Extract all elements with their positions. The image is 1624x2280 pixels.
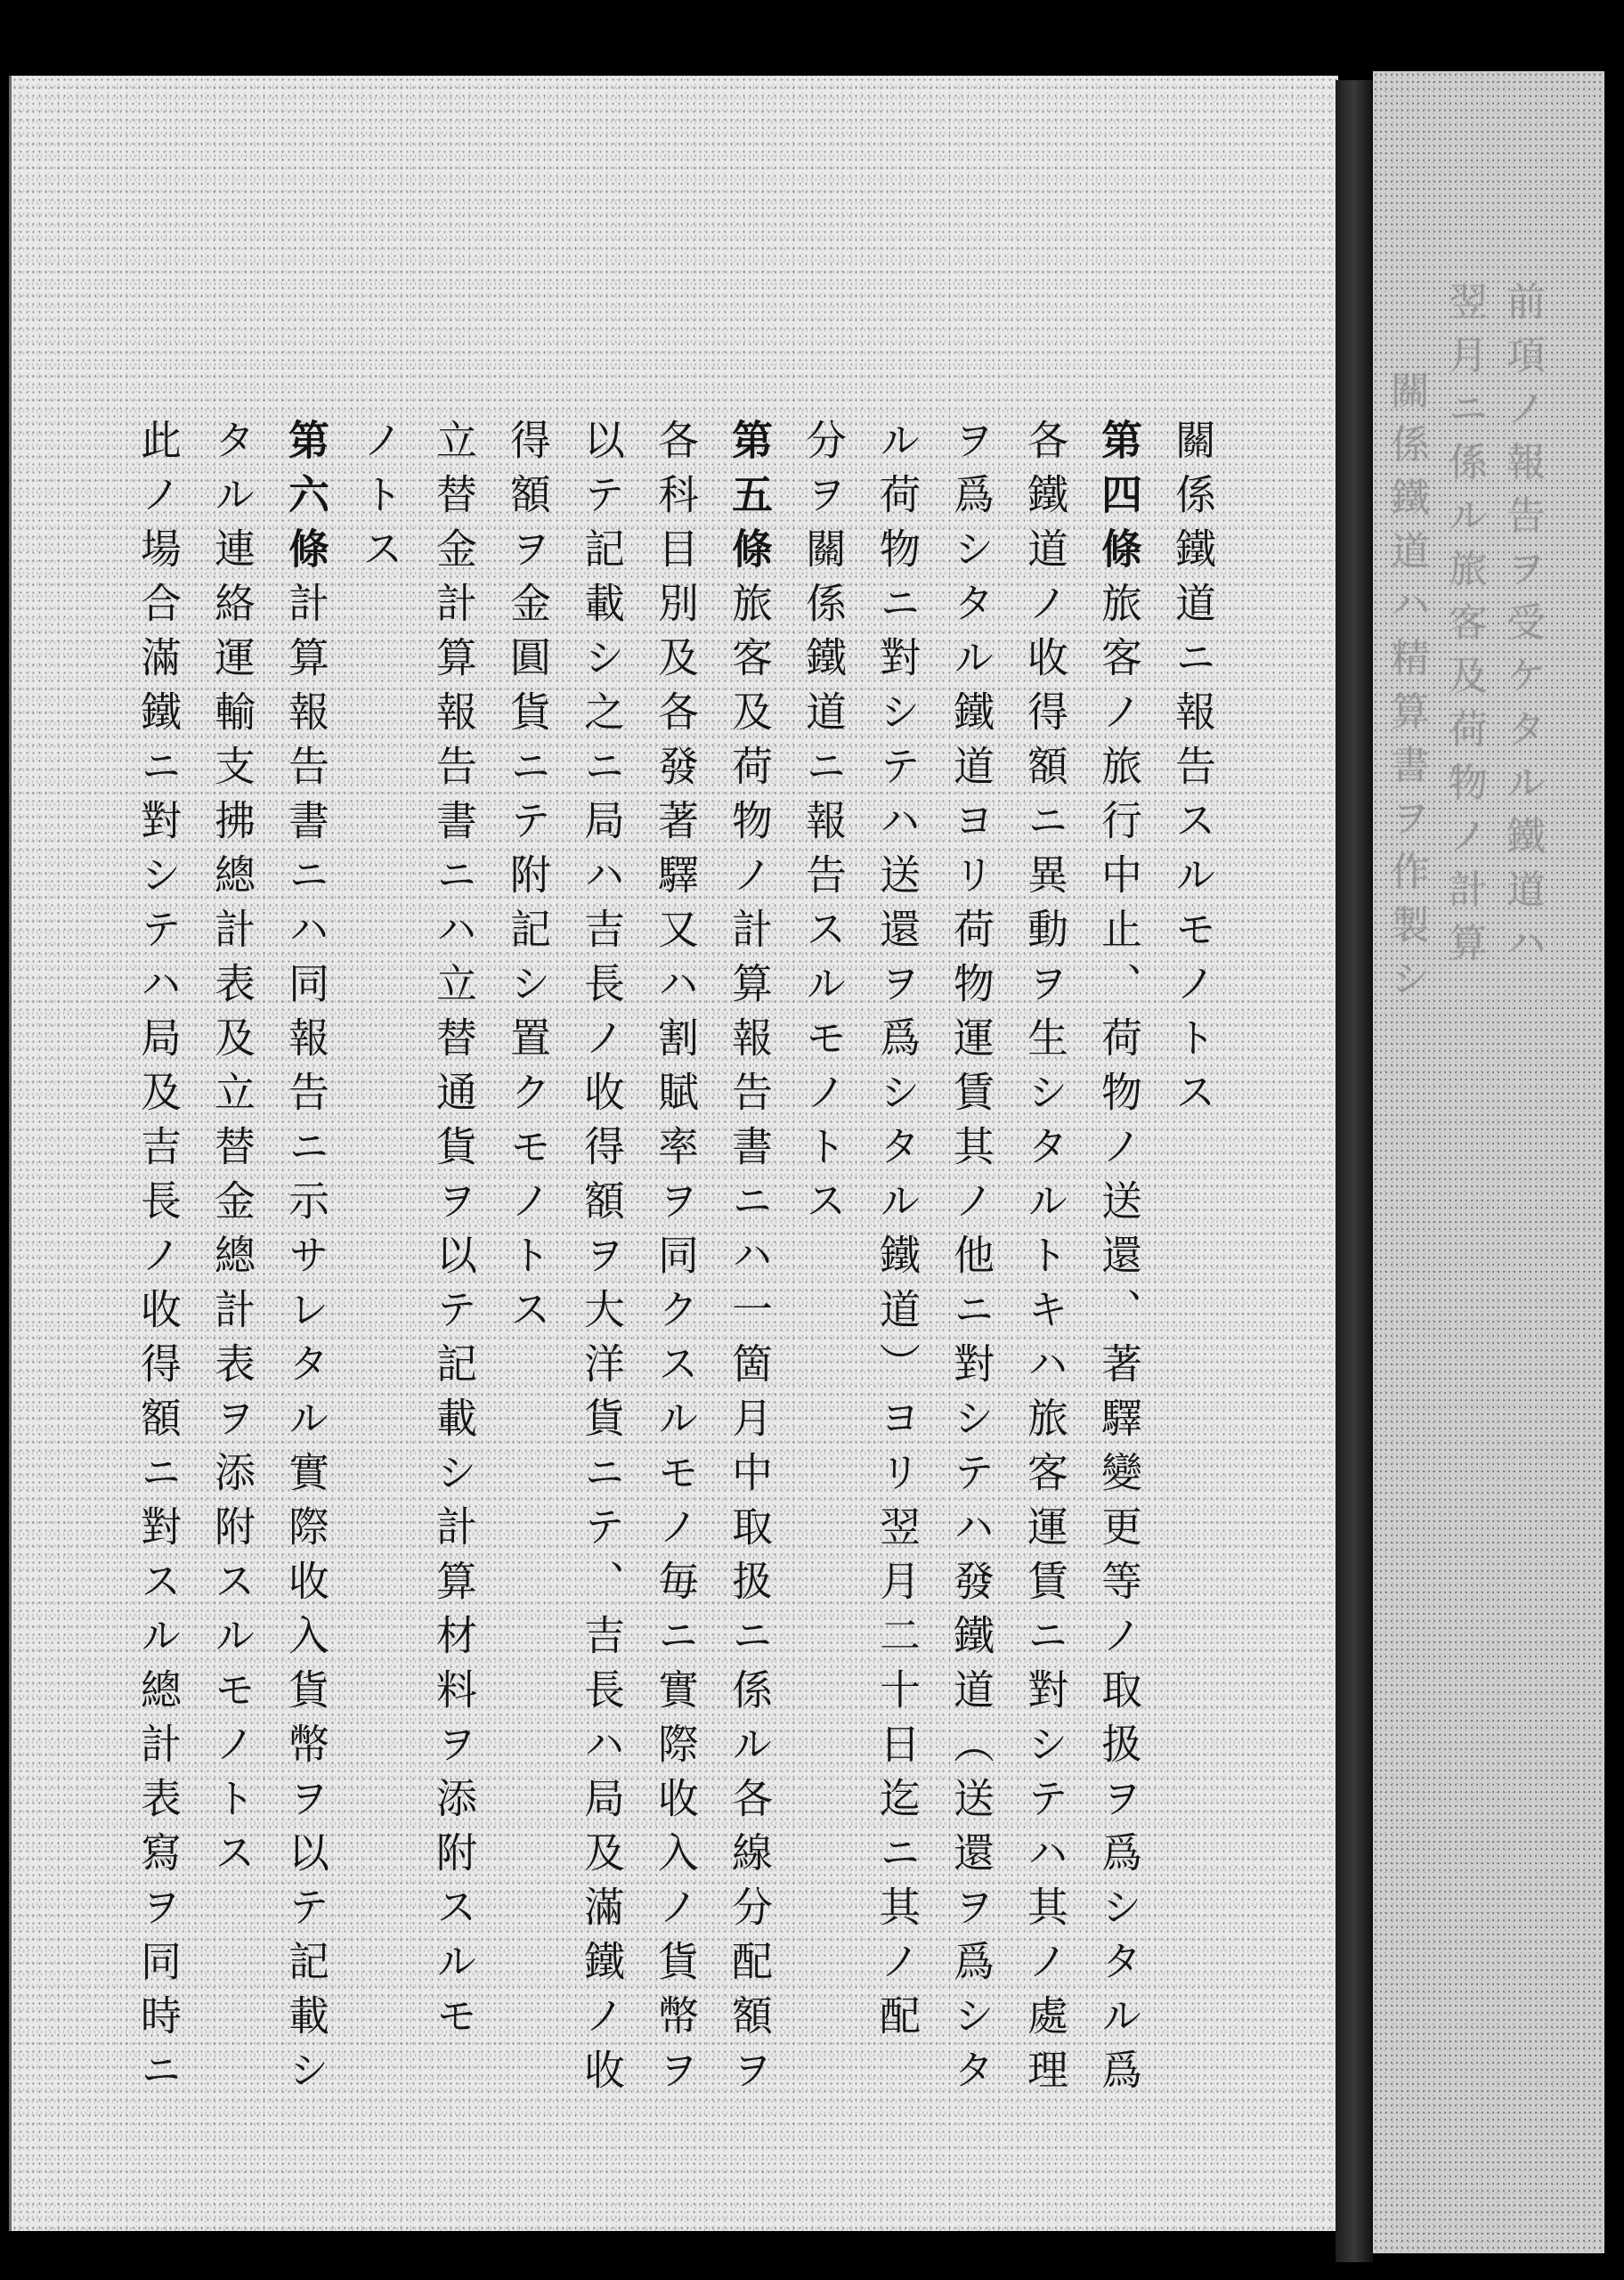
text-line-5: ヲ爲シタル鐵道ヨリ荷物運賃其ノ他ニ對シテハ發鐵道（送還ヲ爲シタ xyxy=(947,419,995,2103)
text-line-4: 各鐵道ノ收得額ニ異動ヲ生シタルトキハ旅客運賃ニ對シテハ其ノ處理 xyxy=(1021,419,1069,2103)
book-binding-gutter xyxy=(1336,80,1373,2262)
article-4-text: 旅客ノ旅行中止、荷物ノ送還、著驛變更等ノ取扱ヲ爲シタル爲 xyxy=(1095,582,1143,2103)
text-line-18: 此ノ場合滿鐵ニ對シテハ局及吉長ノ收得額ニ對スル總計表寫ヲ同時ニ xyxy=(134,419,183,2103)
article-6-heading: 第六條 xyxy=(282,419,330,582)
article-5-line-1 xyxy=(712,419,786,2200)
vertical-text-block xyxy=(134,419,1285,2200)
article-5-heading: 第五條 xyxy=(726,419,774,582)
text-line-14: ノトス xyxy=(356,419,404,582)
book-page xyxy=(9,76,1338,2231)
text-line-10: 各科目別及各發著驛又ハ割賦率ヲ同クスルモノ毎ニ實際收入ノ貨幣ヲ xyxy=(652,419,700,2103)
text-line-17: タル連絡運輸支拂總計表及立替金總計表ヲ添附スルモノトス xyxy=(208,419,256,1885)
adjacent-page-edge xyxy=(1373,71,1604,2253)
article-4-heading: 第四條 xyxy=(1095,419,1143,582)
bleed-column-2: 翌月ニ係ル旅客及荷物ノ計算 xyxy=(1449,280,1488,966)
text-line-7: 分ヲ關係鐵道ニ報告スルモノトス xyxy=(800,419,848,1234)
bleed-column-1: 前項ノ報告ヲ受ケタル鐵道ハ xyxy=(1506,280,1546,966)
article-6-text: 計算報告書ニハ同報告ニ示サレタル實際收入貨幣ヲ以テ記載シ xyxy=(282,582,330,2103)
article-5-text: 旅客及荷物ノ計算報告書ニハ一箇月中取扱ニ係ル各線分配額ヲ xyxy=(726,582,774,2103)
text-line-11: 以テ記載シ之ニ局ハ吉長ノ收得額ヲ大洋貨ニテ、吉長ハ局及滿鐵ノ收 xyxy=(578,419,626,2103)
article-6-line-1 xyxy=(269,419,343,2200)
bleed-column-3: 關係鐵道ハ精算書ヲ作製シ xyxy=(1391,369,1430,1002)
text-line-12: 得額ヲ金圓貨ニテ附記シ置クモノトス xyxy=(504,419,552,1342)
text-line-6: ル荷物ニ對シテハ送還ヲ爲シタル鐵道）ヨリ翌月二十日迄ニ其ノ配 xyxy=(873,419,922,2048)
article-4-line-1 xyxy=(1082,419,1156,2200)
text-line-13: 立替金計算報告書ニハ立替通貨ヲ以テ記載シ計算材料ヲ添附スルモ xyxy=(430,419,478,2048)
text-line-1: 關係鐵道ニ報告スルモノトス xyxy=(1169,419,1217,1125)
